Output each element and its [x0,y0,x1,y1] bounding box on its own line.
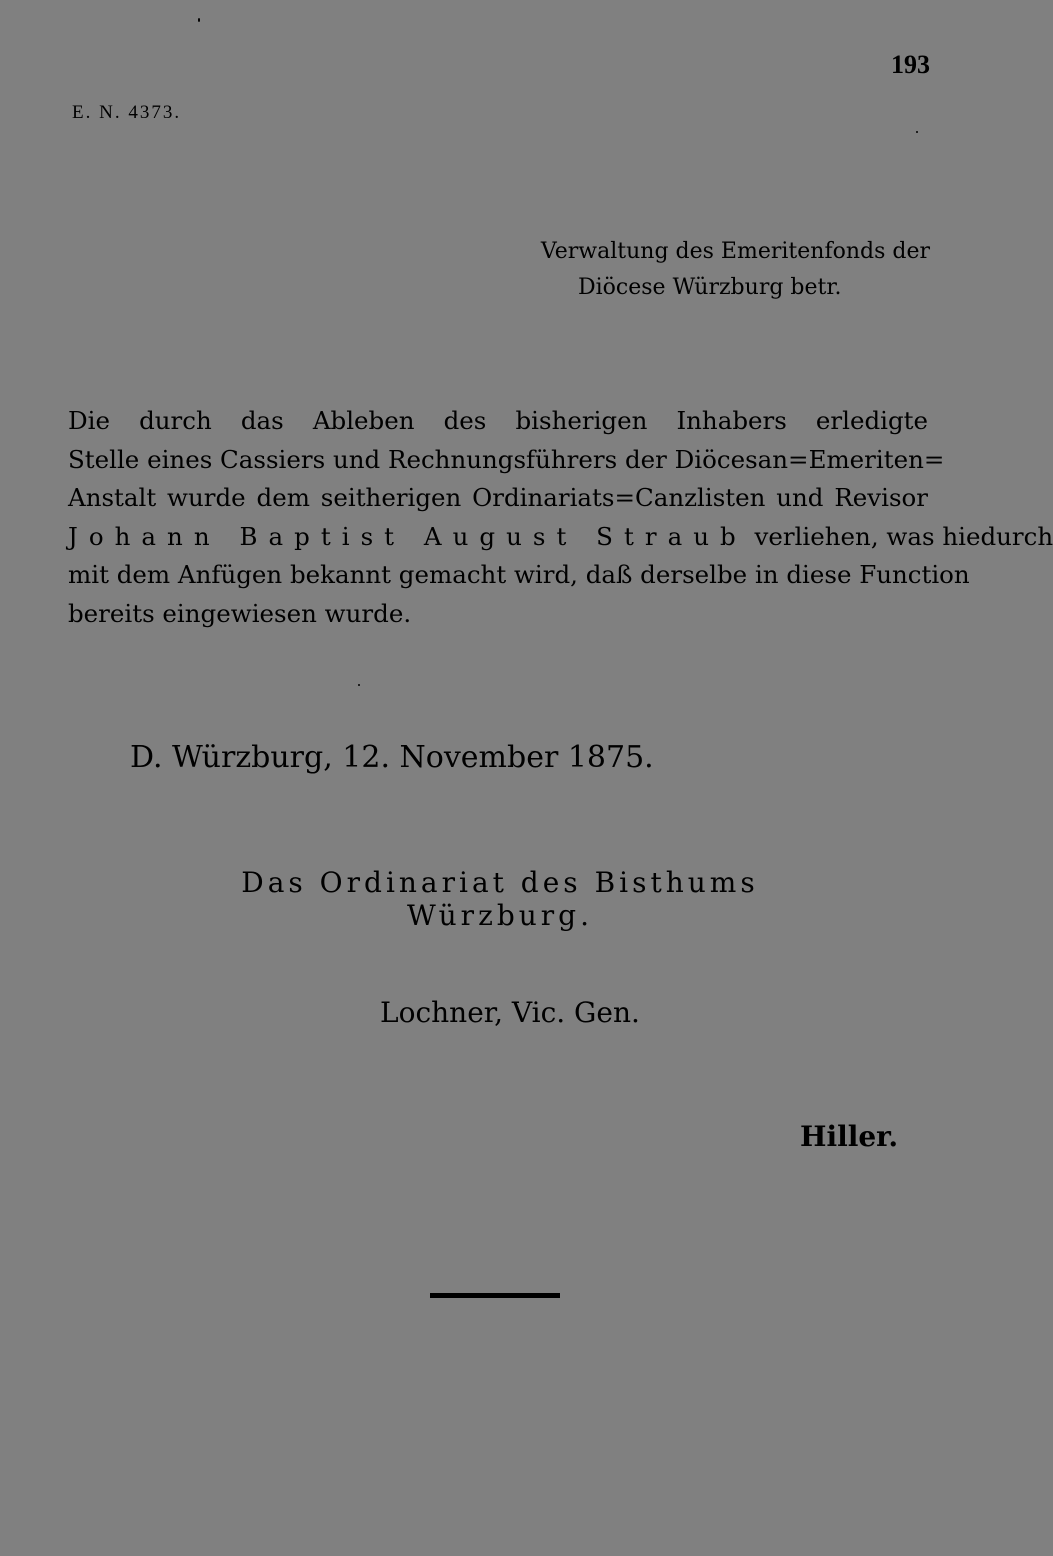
body-line-1: Die durch das Ableben des bisherigen Inhabers erledigte [68,406,928,435]
body-line-3: Anstalt wurde dem seitherigen Ordinariats=Canzlisten und Revisor [68,483,928,513]
dateline: D. Würzburg, 12. November 1875. [130,740,654,775]
page-number: 193 [891,50,930,79]
issuing-authority: Das Ordinariat des Bisthums Würzburg. [241,866,759,932]
body-line-2: Stelle eines Cassiers und Rechnungsführers der Diöcesan=Emeriten= [68,444,945,474]
announcement-body [68,402,1053,634]
body-line-6: bereits eingewiesen wurde. [68,598,412,628]
body-line-5: mit dem Anfügen bekannt gemacht wird, daß derselbe in diese Function [68,560,970,590]
scan-speck [198,18,200,22]
signature-vicar-general: Lochner, Vic. Gen. [380,996,640,1029]
appointee-name: Johann Baptist August Straub [68,521,747,551]
signature-secretary: Hiller. [800,1120,899,1153]
body-line-4 [68,518,1053,557]
body-line-4-rest: verliehen, was hiedurch [746,521,1053,551]
scan-speck [916,131,918,133]
scan-speck [358,684,360,686]
subject-heading [520,234,930,306]
closing-rule [430,1293,560,1298]
reference-number: E. N. 4373. [72,102,182,123]
subject-line-2: Diöcese Würzburg betr. [578,275,842,300]
subject-line-1: Verwaltung des Emeritenfonds der [540,239,930,264]
